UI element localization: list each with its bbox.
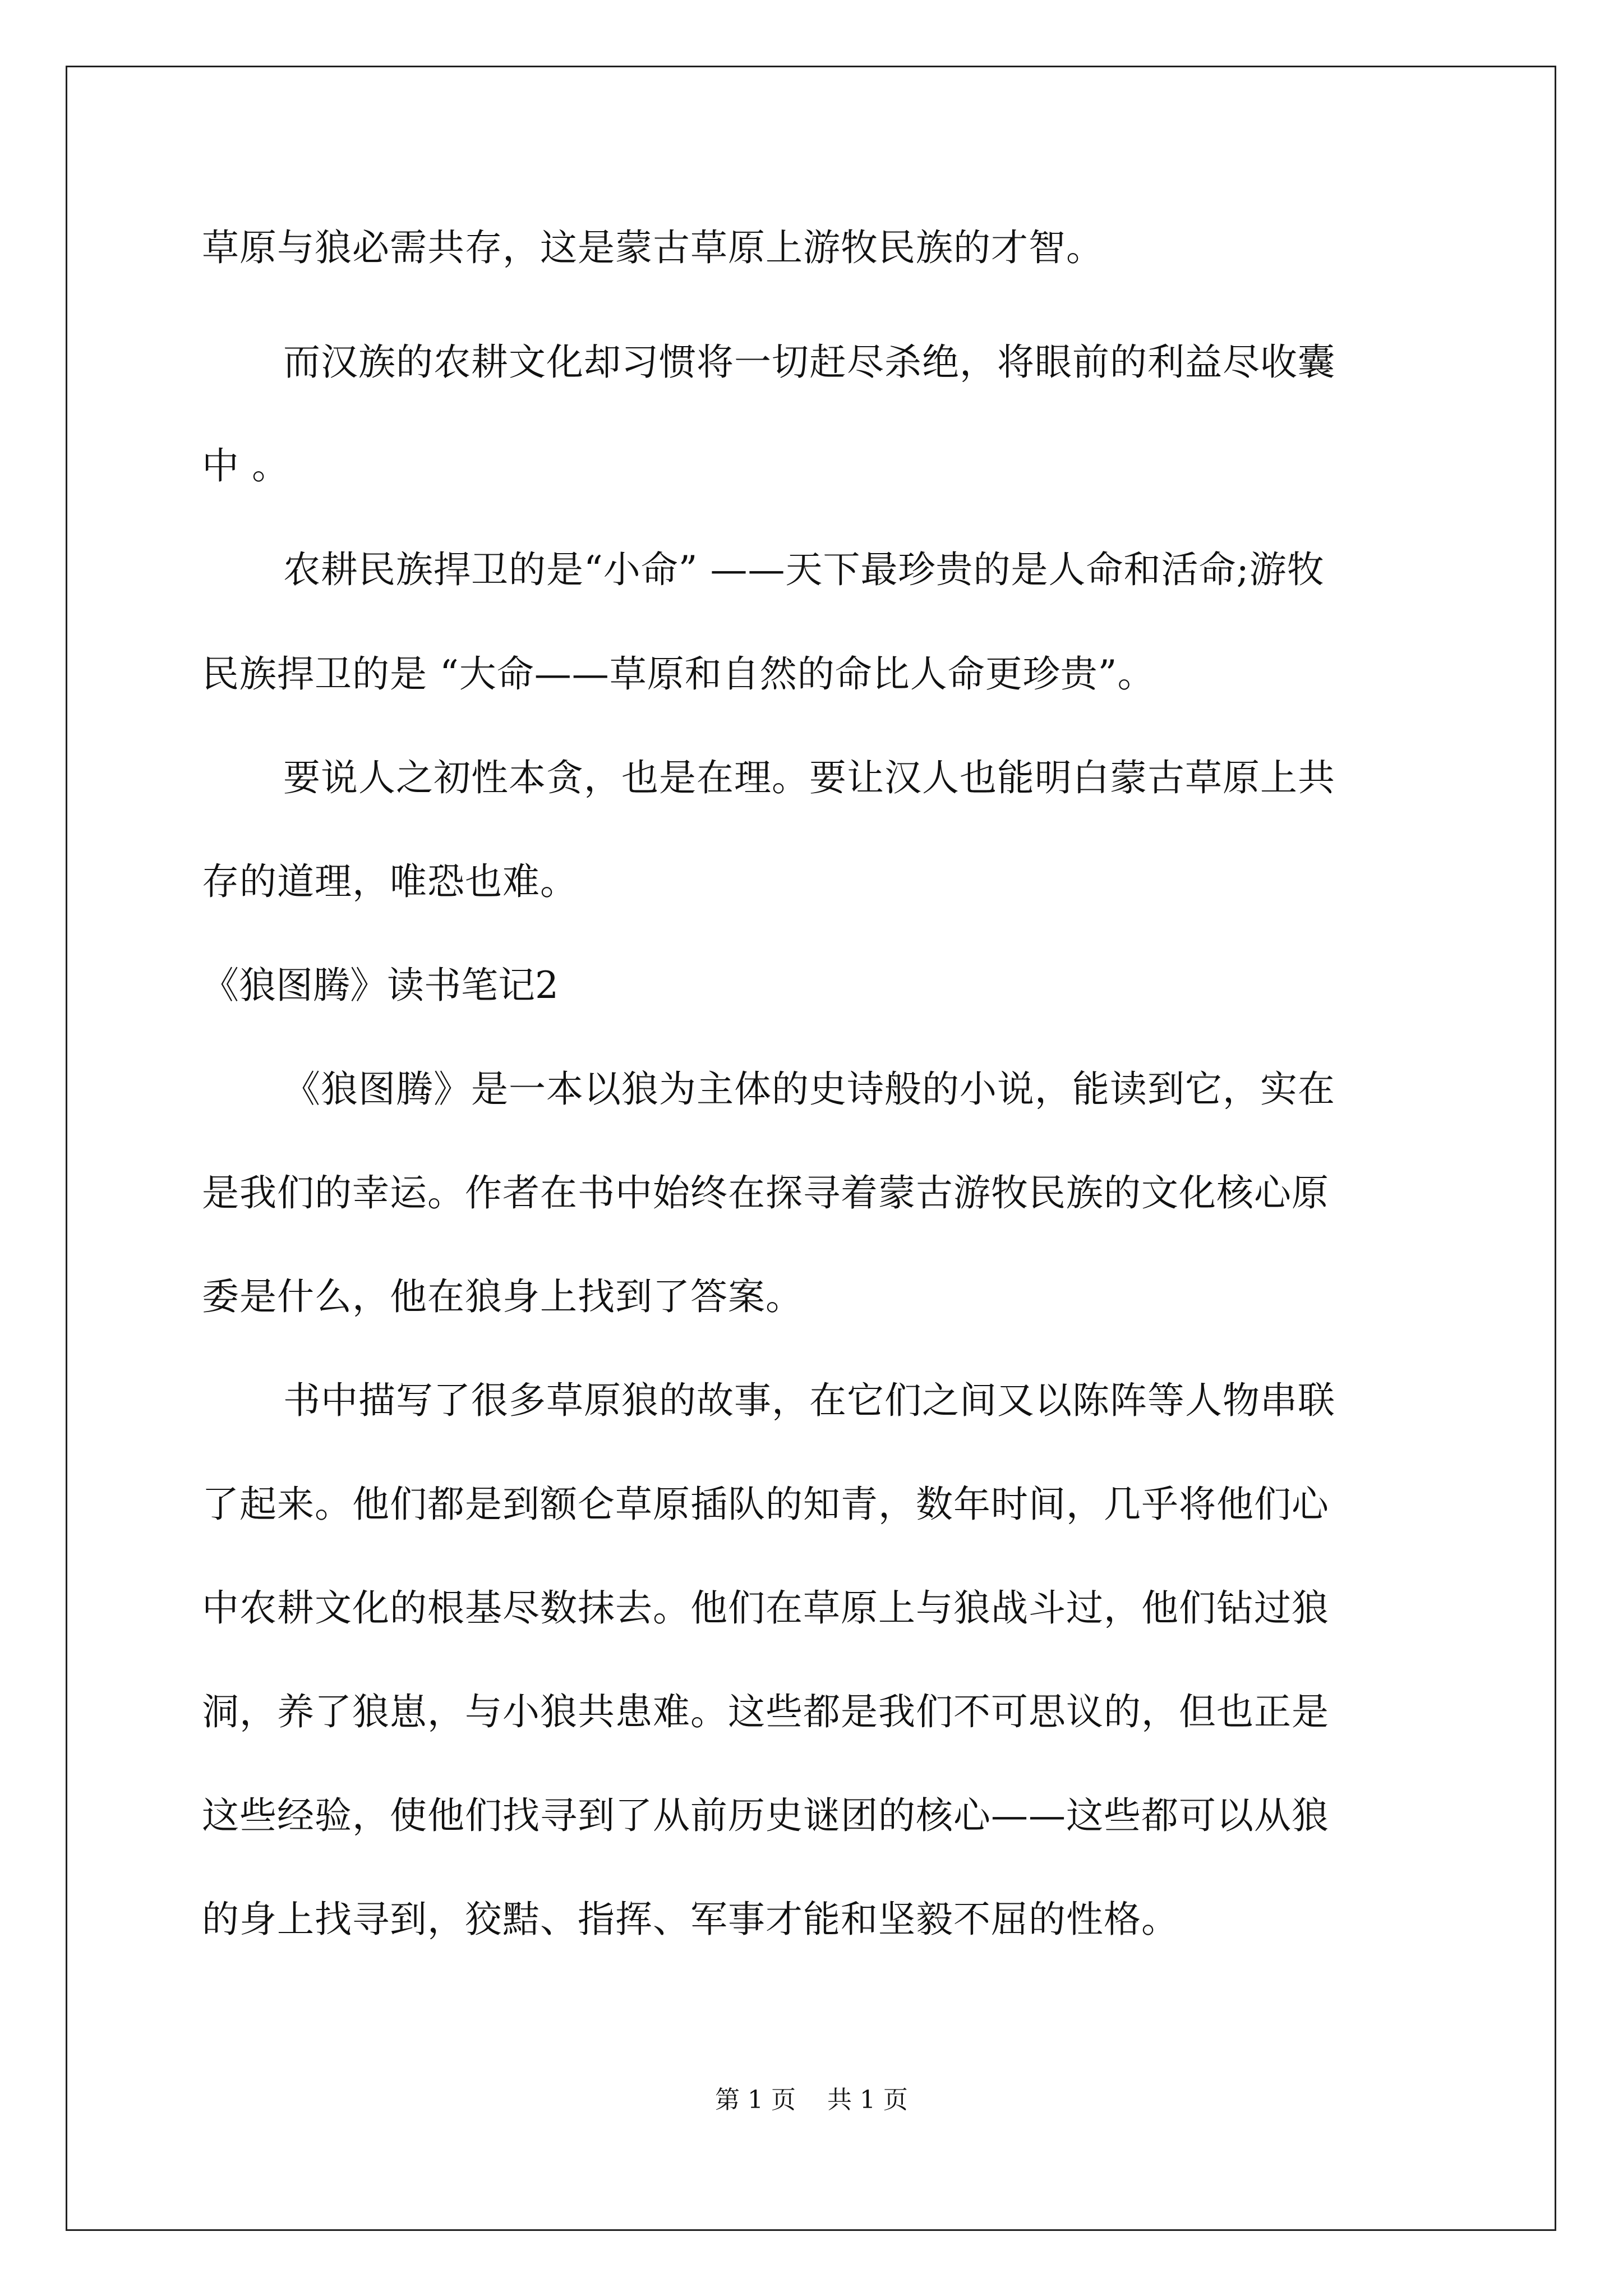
paragraph-line: 这些经验，使他们找寻到了从前历史谜团的核心——这些都可以从狼 [202,1794,1329,1837]
paragraph-line: 洞，养了狼崽，与小狼共患难。这些都是我们不可思议的，但也正是 [202,1690,1329,1733]
paragraph-line: 了起来。他们都是到额仑草原插队的知青，数年时间，几乎将他们心 [202,1483,1329,1526]
paragraph-line: 《狼图腾》是一本以狼为主体的史诗般的小说，能读到它，实在 [283,1068,1335,1111]
paragraph-line: 书中描写了很多草原狼的故事，在它们之间又以陈阵等人物串联 [283,1379,1335,1422]
paragraph-line: 民族捍卫的是 “大命——草原和自然的命比人命更珍贵”。 [202,652,1155,696]
section-heading: 《狼图腾》读书笔记2 [202,964,559,1007]
paragraph-line: 中农耕文化的根基尽数抹去。他们在草原上与狼战斗过，他们钻过狼 [202,1586,1329,1630]
page-number-footer: 第 1 页 共 1 页 [715,2086,908,2114]
paragraph-line: 草原与狼必需共存，这是蒙古草原上游牧民族的才智。 [202,226,1104,269]
paragraph-line: 委是什么，他在狼身上找到了答案。 [202,1275,803,1318]
paragraph-line: 的身上找寻到，狡黠、指挥、军事才能和坚毅不屈的性格。 [202,1898,1179,1941]
paragraph-line: 而汉族的农耕文化却习惯将一切赶尽杀绝，将眼前的利益尽收囊 [283,341,1335,384]
paragraph-line: 中 。 [202,444,289,487]
paragraph-line: 农耕民族捍卫的是“小命” ——天下最珍贵的是人命和活命;游牧 [283,548,1325,591]
paragraph-line: 是我们的幸运。作者在书中始终在探寻着蒙古游牧民族的文化核心原 [202,1171,1329,1214]
paragraph-line: 要说人之初性本贪，也是在理。要让汉人也能明白蒙古草原上共 [283,756,1335,799]
paragraph-line: 存的道理，唯恐也难。 [202,860,578,903]
